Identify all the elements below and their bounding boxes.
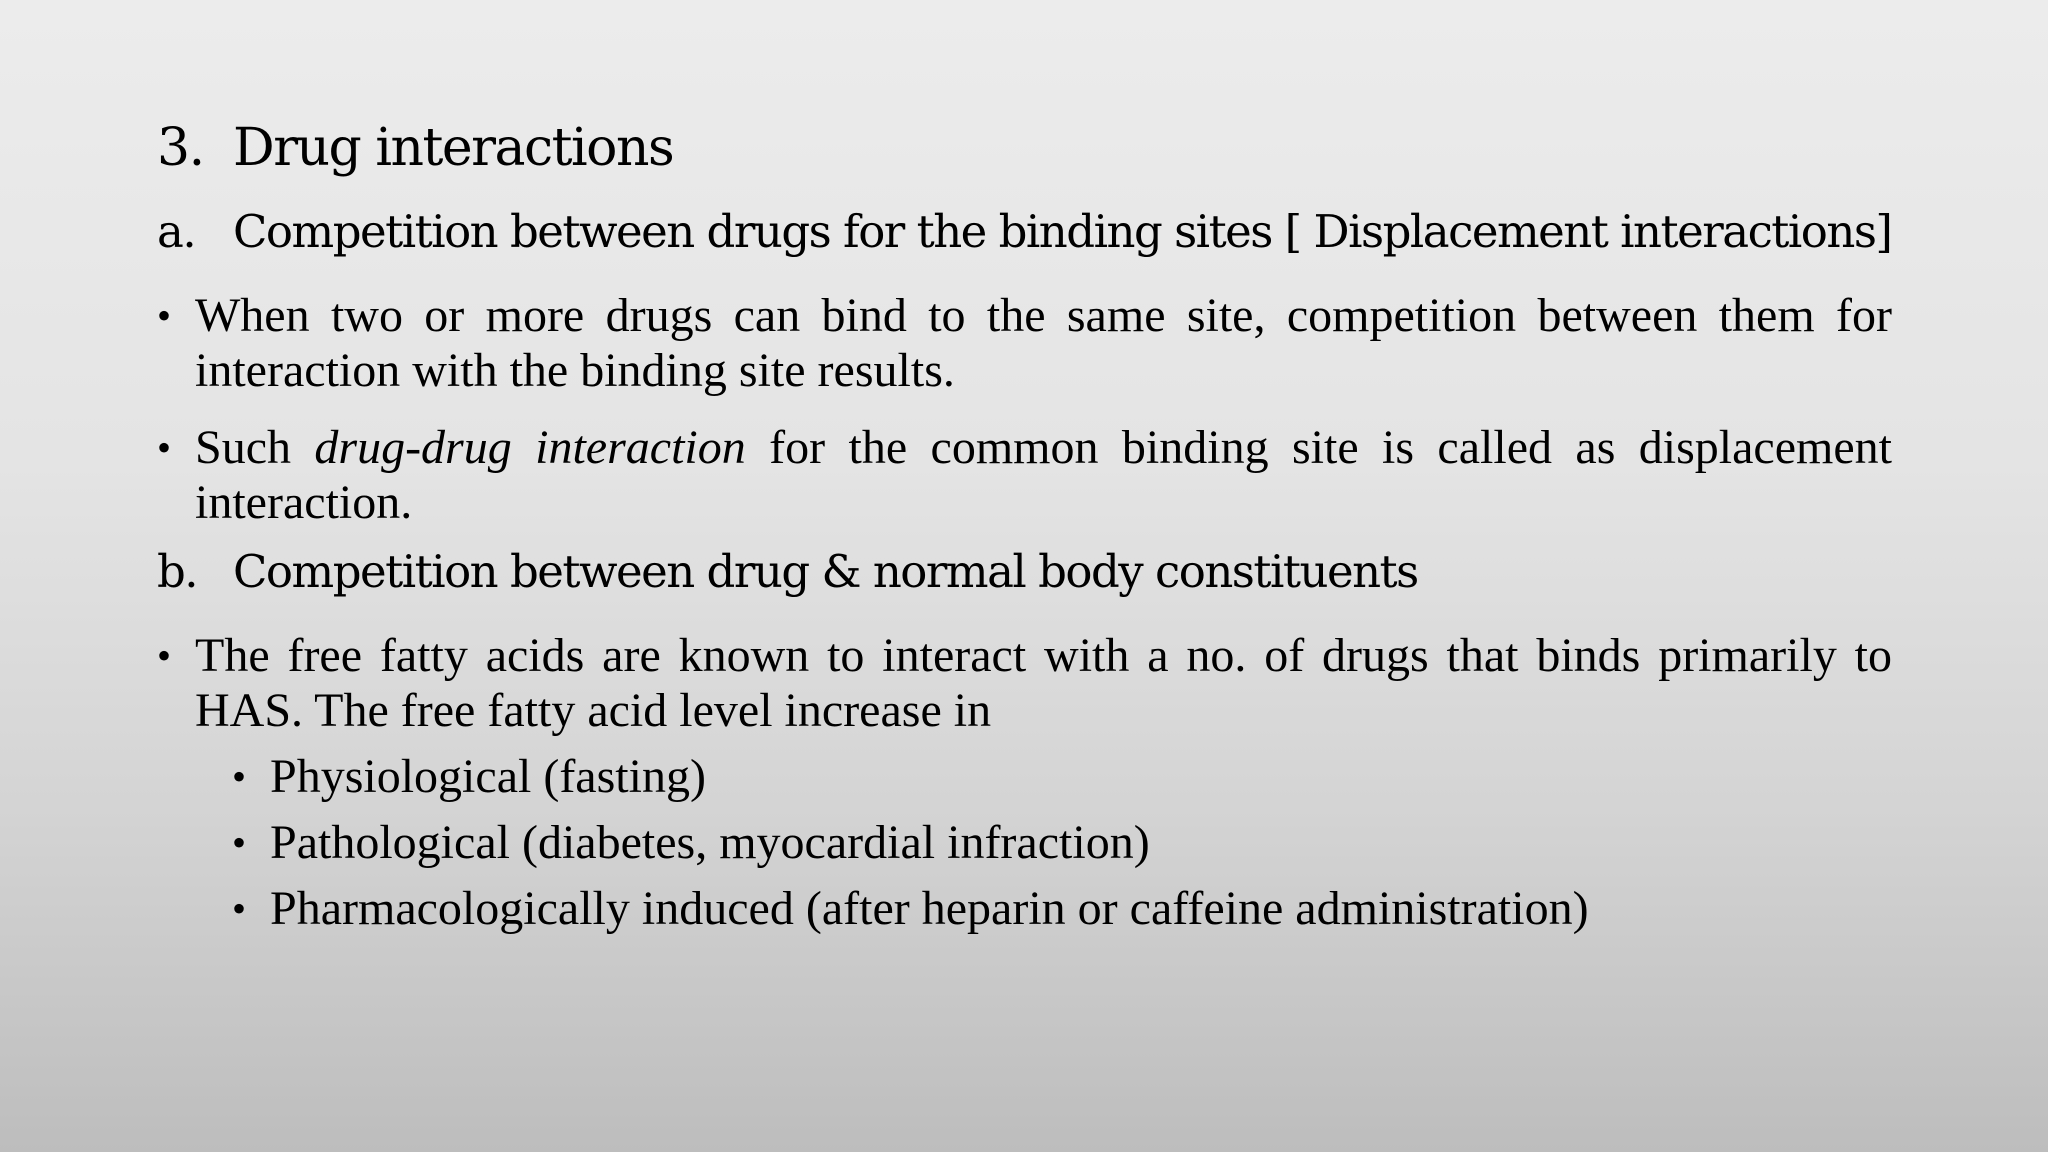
bullet-item bbox=[157, 628, 1892, 738]
sub-bullet-item bbox=[232, 815, 1150, 870]
section-a-heading bbox=[157, 205, 1891, 258]
bullet-icon: • bbox=[157, 293, 172, 338]
section-a-text: Competition between drugs for the binding sites [ Displacement interactions] bbox=[233, 205, 1892, 258]
bullet-text bbox=[195, 420, 1892, 530]
title-number: 3. bbox=[157, 118, 204, 178]
bullet-icon: • bbox=[157, 633, 172, 678]
sub-bullet-text: Pathological (diabetes, myocardial infraction) bbox=[270, 816, 1150, 869]
bullet-text: The free fatty acids are known to interact with a no. of drugs that binds primarily to HAS. The free fatty acid level increase in bbox=[195, 629, 1892, 737]
bullet-icon: • bbox=[232, 820, 247, 865]
section-a-letter: a. bbox=[157, 205, 196, 258]
bullet-icon: • bbox=[232, 754, 247, 799]
section-b-text: Competition between drug & normal body constituents bbox=[233, 545, 1418, 598]
bullet-text: When two or more drugs can bind to the same site, competition between them for interaction with the binding site results. bbox=[195, 289, 1892, 397]
bullet-text-italic: drug-drug interaction bbox=[314, 421, 746, 474]
sub-bullet-text: Pharmacologically induced (after heparin or caffeine administration) bbox=[270, 882, 1589, 935]
bullet-text-part: Such bbox=[195, 421, 315, 474]
sub-bullet-item bbox=[232, 881, 1589, 936]
bullet-text-part: for the common binding site is called as displacement interaction. bbox=[195, 421, 1892, 529]
slide-title bbox=[157, 118, 673, 178]
title-text: Drug interactions bbox=[233, 118, 674, 178]
section-b-letter: b. bbox=[157, 545, 198, 598]
bullet-item bbox=[157, 288, 1892, 398]
bullet-icon: • bbox=[157, 425, 172, 470]
bullet-icon: • bbox=[232, 886, 247, 931]
sub-bullet-item bbox=[232, 749, 706, 804]
section-b-heading bbox=[157, 545, 1418, 598]
sub-bullet-text: Physiological (fasting) bbox=[270, 750, 706, 803]
bullet-item bbox=[157, 420, 1892, 530]
